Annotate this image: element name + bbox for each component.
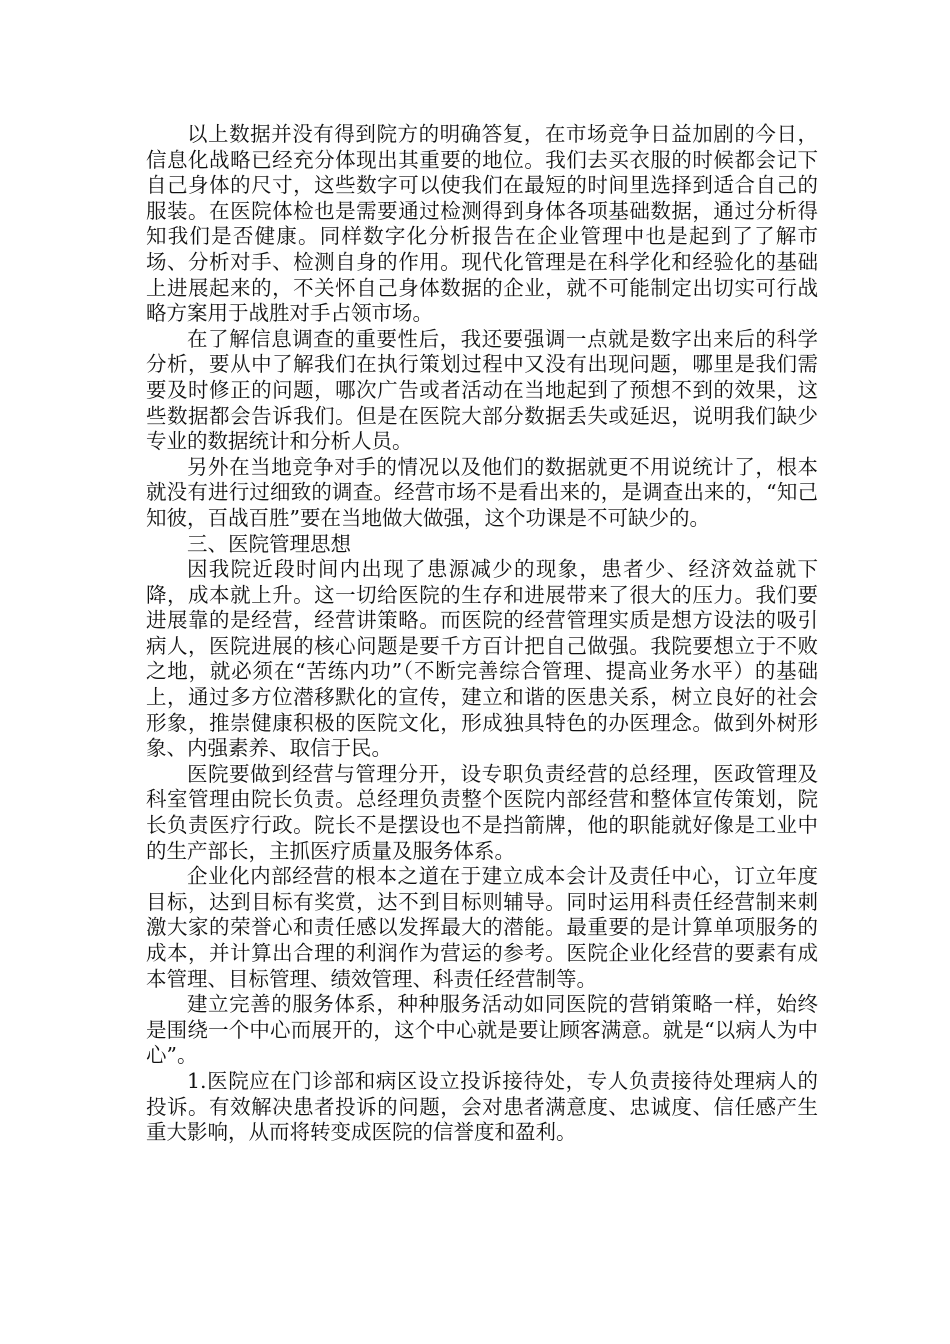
paragraph-service-system: 建立完善的服务体系，种种服务活动如同医院的营销策略一样，始终是围绕一个中心而展开的，这个中心就是要让顾客满意。就是“以病人为中心”。 bbox=[146, 992, 818, 1068]
document-page bbox=[146, 122, 818, 1146]
section-heading-management: 三、医院管理思想 bbox=[187, 531, 351, 556]
paragraph-complaint-office: 1.医院应在门诊部和病区设立投诉接待处，专人负责接待处理病人的投诉。有效解决患者投诉的问题，会对患者满意度、忠诚度、信任感产生重大影响，从而将转变成医院的信誉度和盈利。 bbox=[146, 1068, 818, 1145]
paragraph-management-separation: 医院要做到经营与管理分开，设专职负责经营的总经理，医政管理及科室管理由院长负责。总经理负责整个医院内部经营和整体宣传策划，院长负责医疗行政。院长不是摆设也不是挡箭牌，他的职能就好像是工业中的生产部长，主抓医疗质量及服务体系。 bbox=[146, 761, 818, 863]
paragraph-patient-decline: 因我院近段时间内出现了患源减少的现象，患者少、经济效益就下降，成本就上升。这一切给医院的生存和进展带来了很大的压力。我们要进展靠的是经营，经营讲策略。而医院的经营管理实质是想方设法的吸引病人，医院进展的核心问题是要千方百计把自己做强。我院要想立于不败之地，就必须在“苦练内功”（不断完善综合管理、提高业务水平）的基础上，通过多方位潜移默化的宣传，建立和谐的医患关系，树立良好的社会形象，推崇健康积极的医院文化，形成独具特色的办医理念。做到外树形象、内强素养、取信于民。 bbox=[146, 557, 818, 761]
paragraph-data-reply: 以上数据并没有得到院方的明确答复，在市场竞争日益加剧的今日，信息化战略已经充分体现出其重要的地位。我们去买衣服的时候都会记下自己身体的尺寸，这些数字可以使我们在最短的时间里选择到适合自己的服装。在医院体检也是需要通过检测得到身体各项基础数据，通过分析得知我们是否健康。同样数字化分析报告在企业管理中也是起到了了解市场、分析对手、检测自身的作用。现代化管理是在科学化和经验化的基础上进展起来的，不关怀自己身体数据的企业，就不可能制定出切实可行战略方案用于战胜对手占领市场。 bbox=[146, 122, 818, 326]
paragraph-data-analysis: 在了解信息调查的重要性后，我还要强调一点就是数字出来后的科学分析，要从中了解我们在执行策划过程中又没有出现问题，哪里是我们需要及时修正的问题，哪次广告或者活动在当地起到了预想不到的效果，这些数据都会告诉我们。但是在医院大部分数据丢失或延迟，说明我们缺少专业的数据统计和分析人员。 bbox=[146, 326, 818, 454]
paragraph-competitor-survey: 另外在当地竞争对手的情况以及他们的数据就更不用说统计了，根本就没有进行过细致的调查。经营市场不是看出来的，是调查出来的，“知己知彼，百战百胜”要在当地做大做强，这个功课是不可缺少的。 bbox=[146, 454, 818, 530]
paragraph-cost-accounting: 企业化内部经营的根本之道在于建立成本会计及责任中心，订立年度目标，达到目标有奖赏，达不到目标则辅导。同时运用科责任经营制来刺激大家的荣誉心和责任感以发挥最大的潜能。最重要的是计算单项服务的成本，并计算出合理的利润作为营运的参考。医院企业化经营的要素有成本管理、目标管理、绩效管理、科责任经营制等。 bbox=[146, 864, 818, 991]
